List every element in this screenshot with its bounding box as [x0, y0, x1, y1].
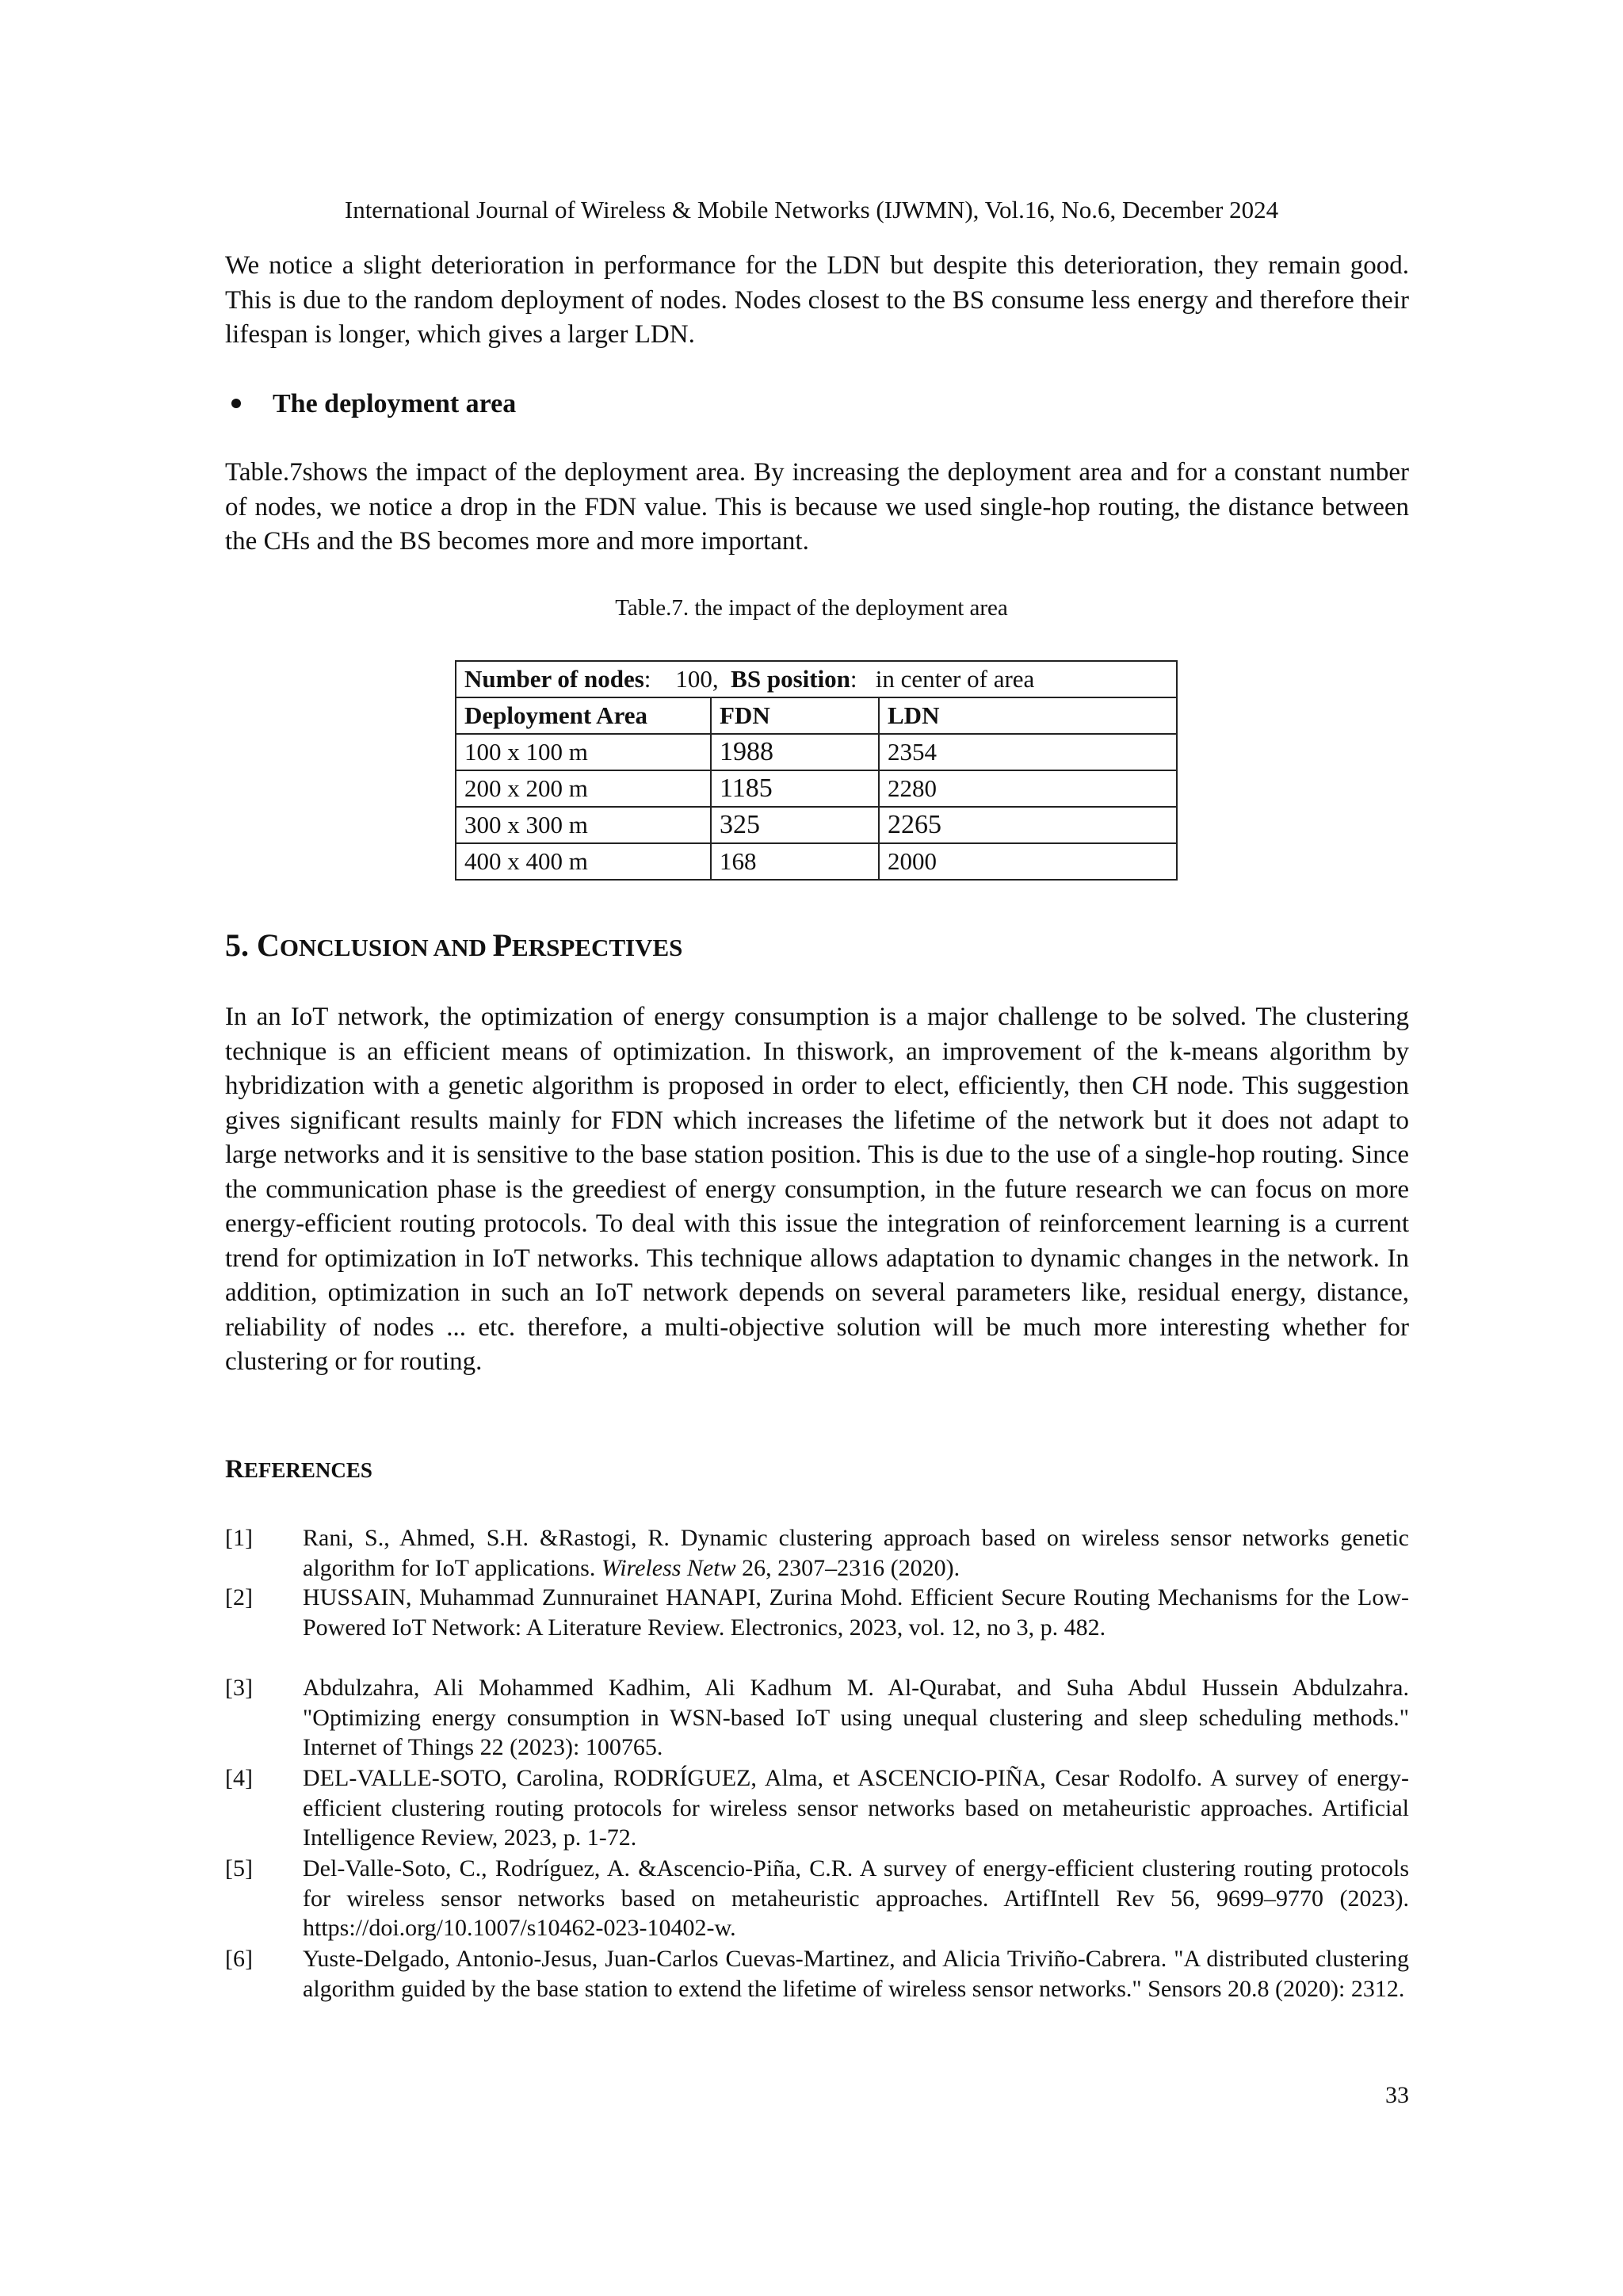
reference-text: HUSSAIN, Muhammad Zunnurainet HANAPI, Zurina Mohd. Efficient Secure Routing Mechanisms for the Low-Powered IoT Network: A Literature Review. Electronics, 2023, vol. 12, no 3, p. 482.	[303, 1584, 1409, 1641]
table-cell: 168	[711, 843, 879, 880]
table-params-cell: Number of nodes: 100, BS position: in center of area	[456, 661, 1177, 697]
bs-label: BS position	[731, 665, 850, 693]
reference-number: [5]	[225, 1855, 253, 1881]
reference-number: [6]	[225, 1946, 253, 1972]
paragraph-ldn-discussion: We notice a slight deterioration in performance for the LDN but despite this deterioration, they remain good. This is due to the random deployment of nodes. Nodes closest to the BS consume less energy and therefore their lifespan is longer, which gives a larger LDN.	[225, 251, 1409, 349]
bullet-heading	[225, 389, 516, 419]
table-cell: 2280	[879, 770, 1177, 807]
table-header: LDN	[879, 697, 1177, 734]
table-cell: 2265	[879, 807, 1177, 843]
table-cell: 400 x 400 m	[456, 843, 711, 880]
nodes-label: Number of nodes	[464, 665, 644, 693]
bullet-heading-text: The deployment area	[273, 389, 517, 418]
reference-number: [3]	[225, 1675, 253, 1701]
reference-text: Abdulzahra, Ali Mohammed Kadhim, Ali Kadhum M. Al-Qurabat, and Suha Abdul Hussein Abdulzahra. "Optimizing energy consumption in WSN-based IoT using unequal clustering and sleep scheduling methods." Internet of Things 22 (2023): 100765.	[303, 1675, 1409, 1760]
table-params-row	[456, 661, 1177, 697]
reference-number: [2]	[225, 1584, 253, 1610]
nodes-value: 100,	[675, 665, 719, 693]
table-row	[456, 807, 1177, 843]
table-cell: 200 x 200 m	[456, 770, 711, 807]
reference-text: Rani, S., Ahmed, S.H. &Rastogi, R. Dynamic clustering approach based on wireless sensor networks genetic algorithm for IoT applications. Wireless Netw 26, 2307–2316 (2020).	[303, 1525, 1409, 1581]
bs-value: in center of area	[875, 665, 1035, 693]
journal-header: International Journal of Wireless & Mobile Networks (IJWMN), Vol.16, No.6, December 2024	[344, 196, 1279, 223]
table-cell: 1988	[711, 734, 879, 770]
references-heading: REFERENCES	[225, 1455, 372, 1484]
table-cell: 300 x 300 m	[456, 807, 711, 843]
reference-number: [4]	[225, 1765, 253, 1791]
table-cell: 2354	[879, 734, 1177, 770]
table-row	[456, 770, 1177, 807]
table-cell: 100 x 100 m	[456, 734, 711, 770]
table-cell: 325	[711, 807, 879, 843]
table-row	[456, 734, 1177, 770]
table-caption: Table.7. the impact of the deployment area	[615, 595, 1008, 621]
reference-text: DEL-VALLE-SOTO, Carolina, RODRÍGUEZ, Alma, et ASCENCIO-PIÑA, Cesar Rodolfo. A survey of energy-efficient clustering routing protocols for wireless sensor networks based on metaheuristic approaches. Artificial Intelligence Review, 2023, p. 1-72.	[303, 1765, 1409, 1851]
table-header: Deployment Area	[456, 697, 711, 734]
table-header: FDN	[711, 697, 879, 734]
table-header-row	[456, 697, 1177, 734]
paragraph-deployment-area: Table.7shows the impact of the deployment area. By increasing the deployment area and for a constant number of nodes, we notice a drop in the FDN value. This is because we used single-hop routing, the distance between the CHs and the BS becomes more and more important.	[225, 458, 1409, 556]
bullet-icon	[231, 399, 241, 408]
table-cell: 2000	[879, 843, 1177, 880]
paragraph-conclusion: In an IoT network, the optimization of energy consumption is a major challenge to be solved. The clustering technique is an efficient means of optimization. In thiswork, an improvement of the k-means algorithm by hybridization with a genetic algorithm is proposed in order to elect, efficiently, then CH node. This suggestion gives significant results mainly for FDN which increases the lifetime of the network but it does not adapt to large networks and it is sensitive to the base station position. This is due to the use of a single-hop routing. Since the communication phase is the greediest of energy consumption, in the future research we can focus on more energy-efficient routing protocols. To deal with this issue the integration of reinforcement learning is a current trend for optimization in IoT networks. This technique allows adaptation to dynamic changes in the network. In addition, optimization in such an IoT network depends on several parameters like, residual energy, distance, reliability of nodes ... etc. therefore, a multi-objective solution will be much more interesting whether for clustering or for routing.	[225, 1003, 1409, 1376]
reference-number: [1]	[225, 1525, 253, 1551]
page-number: 33	[1385, 2082, 1409, 2108]
reference-text: Del-Valle-Soto, C., Rodríguez, A. &Ascencio-Piña, C.R. A survey of energy-efficient clustering routing protocols for wireless sensor networks based on metaheuristic approaches. ArtifIntell Rev 56, 9699–9770 (2023). https://doi.org/10.1007/s10462-023-10402-w.	[303, 1855, 1409, 1941]
table-cell: 1185	[711, 770, 879, 807]
reference-text: Yuste-Delgado, Antonio-Jesus, Juan-Carlos Cuevas-Martinez, and Alicia Triviño-Cabrera. "A distributed clustering algorithm guided by the base station to extend the lifetime of wireless sensor networks." Sensors 20.8 (2020): 2312.	[303, 1946, 1409, 2002]
table-row	[456, 843, 1177, 880]
section-heading-conclusion: 5. CONCLUSION AND PERSPECTIVES	[225, 927, 683, 963]
deployment-area-table	[455, 660, 1178, 881]
